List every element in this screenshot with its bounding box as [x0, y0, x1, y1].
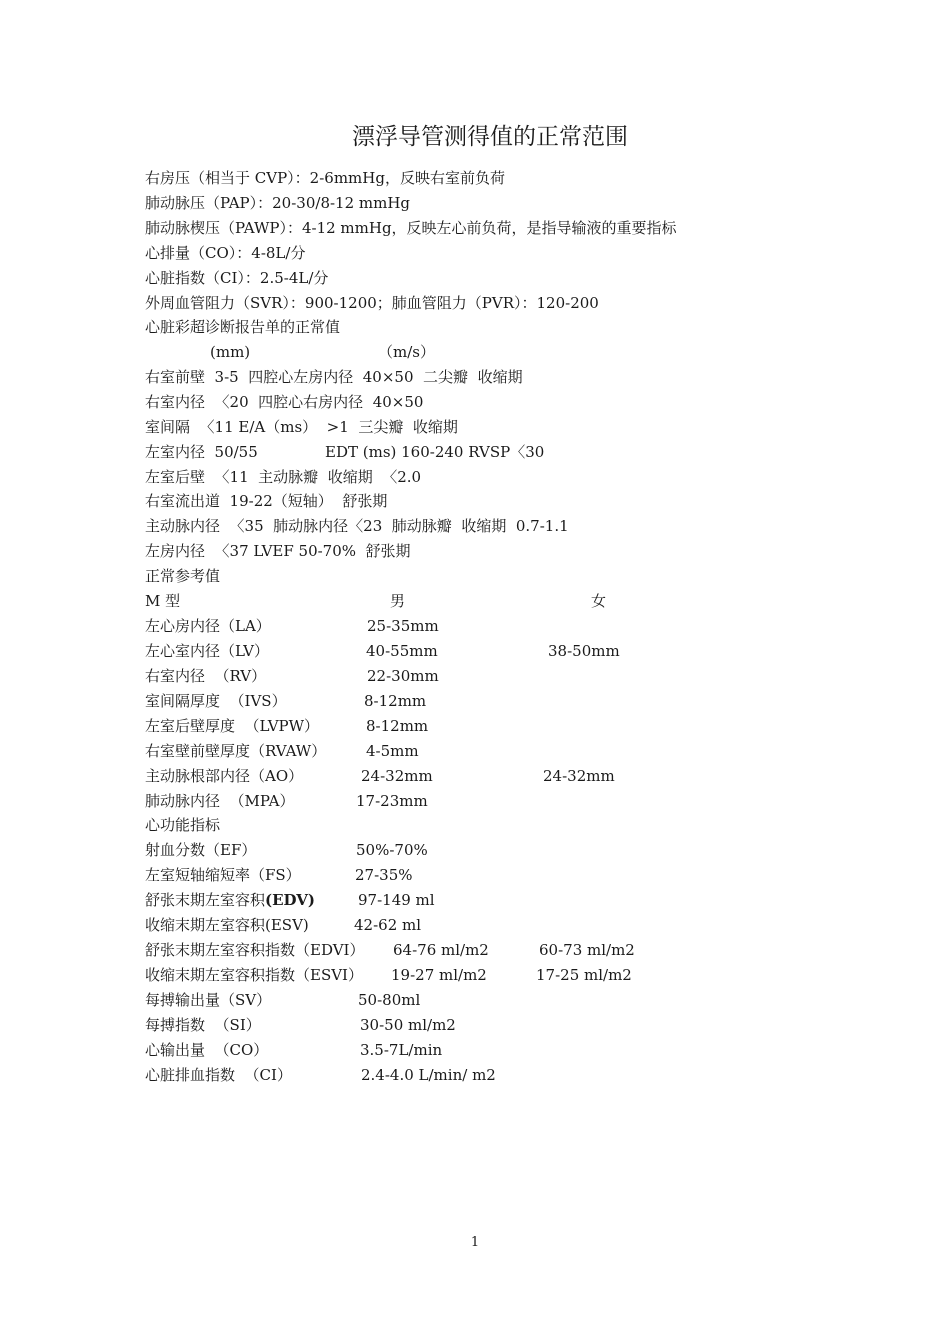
row-label: 收缩末期左室容积指数（ESVI）	[145, 966, 363, 984]
row-label: 左心室内径（LV）	[145, 642, 270, 660]
echo-line: 右室前壁 3-5 四腔心左房内径 40×50 二尖瓣 收缩期	[145, 368, 523, 386]
table-row	[0, 865, 950, 885]
table-row	[0, 741, 950, 761]
svr-pvr-line: 外周血管阻力（SVR）：900-1200；肺血管阻力（PVR）：120-200	[145, 294, 599, 312]
row-male: 25-35mm	[367, 617, 439, 635]
row-male: 24-32mm	[361, 767, 433, 785]
echo-line: 左室后壁 〈11 主动脉瓣 收缩期 〈2.0	[145, 468, 422, 486]
row-label: 主动脉根部内径（AO）	[145, 767, 304, 785]
co-line: 心排量（CO）：4-8L/分	[145, 244, 306, 262]
document-title: 漂浮导管测得值的正常范围	[352, 124, 628, 150]
row-label: 舒张末期左室容积	[145, 891, 266, 909]
echo-line: 室间隔 〈11 E/A（ms） >1 三尖瓣 收缩期	[145, 418, 458, 436]
table-row	[0, 666, 950, 686]
edt-rvsp: EDT (ms) 160-240 RVSP〈30	[325, 443, 545, 461]
row-female: 17-25 ml/m2	[536, 966, 632, 984]
table-row	[0, 766, 950, 786]
col-mode: M 型	[145, 592, 181, 610]
cardiac-function-heading: 心功能指标	[145, 816, 221, 834]
pap-line: 肺动脉压（PAP）：20-30/8-12 mmHg	[145, 194, 411, 212]
table-row	[0, 616, 950, 636]
row-label: 收缩末期左室容积(ESV)	[145, 916, 309, 934]
row-male: 50-80ml	[358, 991, 421, 1009]
echo-heading: 心脏彩超诊断报告单的正常值	[145, 318, 341, 336]
echo-line: 右室内径 〈20 四腔心右房内径 40×50	[145, 393, 424, 411]
row-label: 右室内径 （RV）	[145, 667, 267, 685]
row-label: 射血分数（EF）	[145, 841, 257, 859]
row-label: 舒张末期左室容积指数（EDVI）	[145, 941, 365, 959]
table-row	[0, 716, 950, 736]
row-male: 22-30mm	[367, 667, 439, 685]
col-male: 男	[390, 592, 406, 610]
echo-line: 主动脉内径 〈35 肺动脉内径〈23 肺动脉瓣 收缩期 0.7-1.1	[145, 517, 569, 535]
echo-units-row	[0, 342, 950, 362]
row-male: 2.4-4.0 L/min/ m2	[361, 1066, 496, 1084]
row-male: 40-55mm	[366, 642, 438, 660]
row-label: 左室后壁厚度 （LVPW）	[145, 717, 320, 735]
row-female: 60-73 ml/m2	[539, 941, 635, 959]
reference-heading: 正常参考值	[145, 567, 221, 585]
row-male: 50%-70%	[356, 841, 428, 859]
table-row	[0, 641, 950, 661]
col-female: 女	[591, 592, 607, 610]
row-label-wrap	[145, 890, 315, 910]
row-label: 右室壁前壁厚度（RVAW）	[145, 742, 327, 760]
echo-line: 右室流出道 19-22（短轴） 舒张期	[145, 492, 388, 510]
rap-line: 右房压（相当于 CVP）：2-6mmHg，反映右室前负荷	[145, 169, 505, 187]
row-male: 30-50 ml/m2	[360, 1016, 456, 1034]
row-female: 38-50mm	[548, 642, 620, 660]
row-label: 每搏指数 （SI）	[145, 1016, 261, 1034]
table-row	[0, 1065, 950, 1085]
row-male: 8-12mm	[364, 692, 427, 710]
row-male: 64-76 ml/m2	[393, 941, 489, 959]
row-male: 3.5-7L/min	[360, 1041, 443, 1059]
unit-mm: (mm)	[210, 343, 251, 361]
echo-line: 左室内径 50/55	[145, 443, 258, 461]
table-row	[0, 940, 950, 960]
row-male: 97-149 ml	[358, 891, 435, 909]
echo-line-lv	[0, 442, 950, 462]
echo-line: 左房内径 〈37 LVEF 50-70% 舒张期	[145, 542, 411, 560]
unit-ms: （m/s）	[378, 343, 435, 361]
table-row	[0, 915, 950, 935]
table-row	[0, 965, 950, 985]
page-number: 1	[470, 1235, 480, 1250]
row-label: 肺动脉内径 （MPA）	[145, 792, 295, 810]
row-female: 24-32mm	[543, 767, 615, 785]
row-label: 室间隔厚度 （IVS）	[145, 692, 287, 710]
table-row	[0, 691, 950, 711]
table-row	[0, 1015, 950, 1035]
row-male: 27-35%	[355, 866, 413, 884]
row-label: 心脏排血指数 （CI）	[145, 1066, 292, 1084]
row-male: 8-12mm	[366, 717, 429, 735]
row-male: 17-23mm	[356, 792, 428, 810]
pawp-line: 肺动脉楔压（PAWP）：4-12 mmHg，反映左心前负荷，是指导输液的重要指标	[145, 219, 677, 237]
table-row	[0, 840, 950, 860]
ci-line: 心脏指数（CI）：2.5-4L/分	[145, 269, 329, 287]
row-male: 4-5mm	[366, 742, 419, 760]
reference-header-row	[0, 591, 950, 611]
row-label: 左心房内径（LA）	[145, 617, 271, 635]
table-row	[0, 1040, 950, 1060]
row-label-bold: (EDV)	[265, 891, 316, 909]
row-male: 19-27 ml/m2	[391, 966, 487, 984]
row-label: 左室短轴缩短率（FS）	[145, 866, 301, 884]
row-label: 心输出量 （CO）	[145, 1041, 269, 1059]
table-row	[0, 890, 950, 910]
table-row	[0, 990, 950, 1010]
table-row	[0, 791, 950, 811]
row-label: 每搏输出量（SV）	[145, 991, 272, 1009]
row-male: 42-62 ml	[354, 916, 422, 934]
